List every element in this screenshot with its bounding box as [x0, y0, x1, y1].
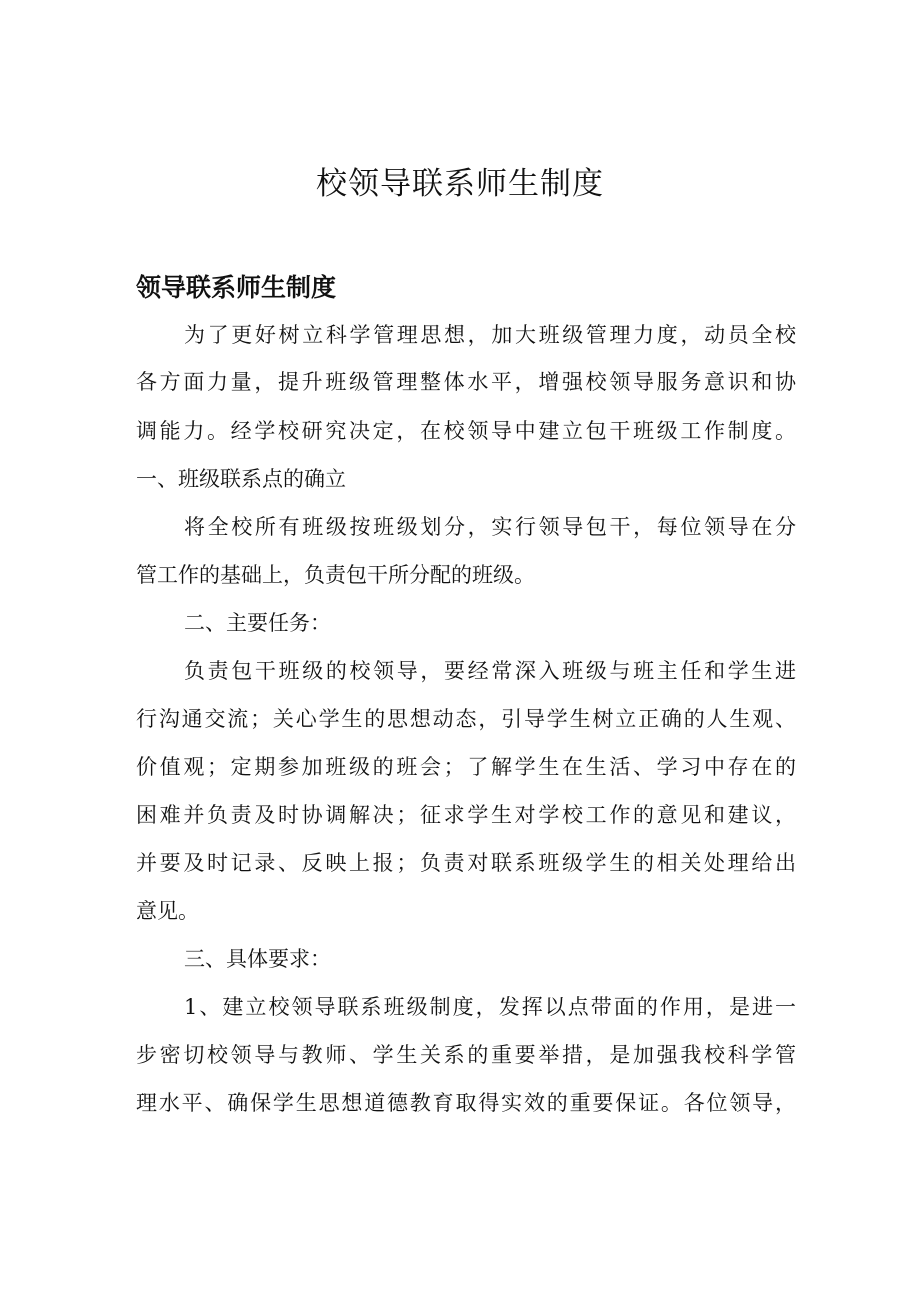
paragraph-intro-line-2: 各方面力量，提升班级管理整体水平，增强校领导服务意识和协 — [136, 370, 796, 394]
paragraph-three-line-2: 步密切校领导与教师、学生关系的重要举措，是加强我校科学管 — [136, 1043, 796, 1067]
paragraph-two-line-2: 行沟通交流；关心学生的思想动态，引导学生树立正确的人生观、 — [136, 707, 796, 731]
heading-section-one: 一、班级联系点的确立 — [136, 467, 346, 491]
paragraph-intro-line-1: 为了更好树立科学管理思想，加大班级管理力度，动员全校 — [184, 323, 796, 347]
paragraph-two-line-5: 并要及时记录、反映上报；负责对联系班级学生的相关处理给出 — [136, 851, 796, 875]
paragraph-two-line-3: 价值观；定期参加班级的班会；了解学生在生活、学习中存在的 — [136, 755, 796, 779]
paragraph-one-line-1: 将全校所有班级按班级划分，实行领导包干，每位领导在分 — [184, 515, 796, 539]
section-heading: 领导联系师生制度 — [136, 273, 337, 302]
heading-section-two: 二、主要任务： — [184, 611, 331, 635]
paragraph-two-line-1: 负责包干班级的校领导，要经常深入班级与班主任和学生进 — [184, 659, 796, 683]
paragraph-two-line-4: 困难并负责及时协调解决；征求学生对学校工作的意见和建议， — [136, 803, 796, 827]
document-title: 校领导联系师生制度 — [316, 166, 604, 202]
paragraph-one-line-2: 管工作的基础上，负责包干所分配的班级。 — [136, 563, 535, 587]
paragraph-intro-line-3: 调能力。经学校研究决定，在校领导中建立包干班级工作制度。 — [136, 419, 796, 443]
paragraph-three-line-1: 1、建立校领导联系班级制度，发挥以点带面的作用，是进一 — [184, 995, 796, 1019]
paragraph-two-line-6: 意见。 — [136, 899, 199, 923]
paragraph-three-line-3: 理水平、确保学生思想道德教育取得实效的重要保证。各位领导， — [136, 1091, 796, 1115]
heading-section-three: 三、具体要求： — [184, 947, 331, 971]
